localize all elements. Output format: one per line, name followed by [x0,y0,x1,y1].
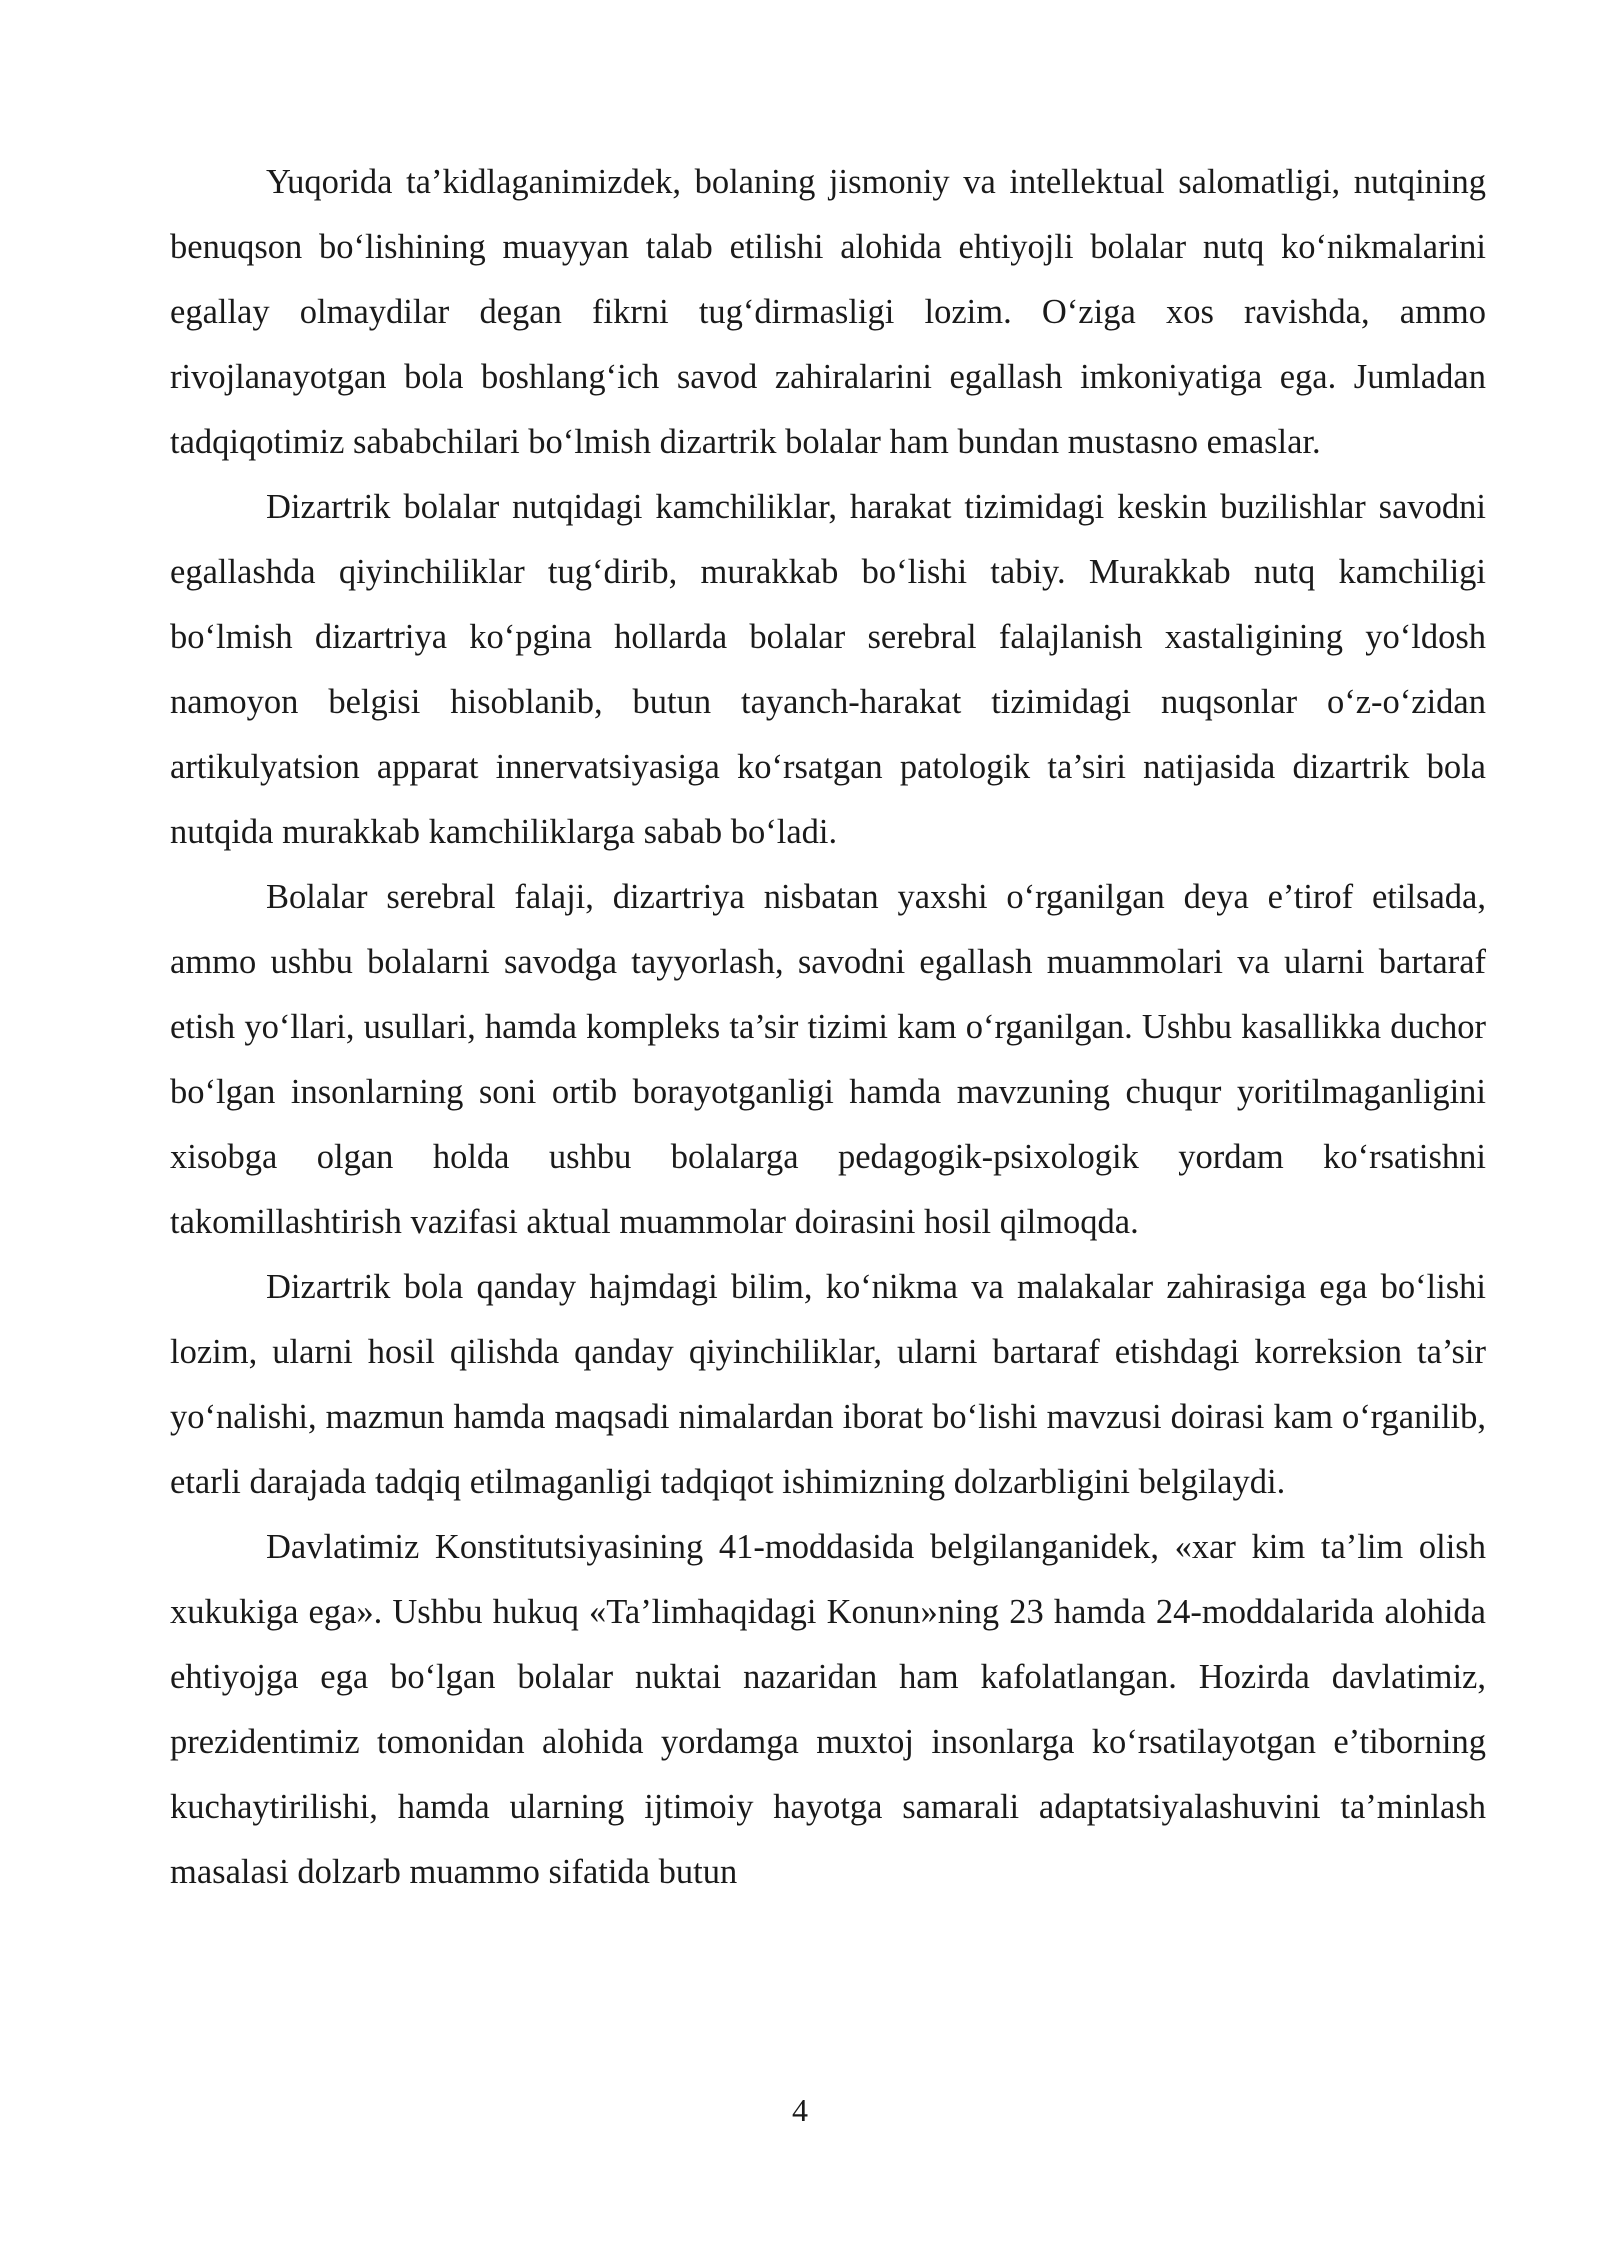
paragraph-5: Davlatimiz Konstitutsiyasining 41-moddasida belgilanganidek, «xar kim ta’lim olish xukukiga ega». Ushbu hukuq «Ta’limhaqidagi Konun»ning 23 hamda 24-moddalarida alohida ehtiyojga ega bo‘lgan bolalar nuktai nazaridan ham kafolatlangan. Hozirda davlatimiz, prezidentimiz tomonidan alohida yordamga muxtoj insonlarga ko‘rsatilayotgan e’tiborning kuchaytirilishi, hamda ularning ijtimoiy hayotga samarali adaptatsiyalashuvini ta’minlash masalasi dolzarb muammo sifatida butun [170,1528,1486,1891]
paragraph-1: Yuqorida ta’kidlaganimizdek, bolaning jismoniy va intellektual salomatligi, nutqining benuqson bo‘lishining muayyan talab etilishi alohida ehtiyojli bolalar nutq ko‘nikmalarini egallay olmaydilar degan fikrni tug‘dirmasligi lozim. O‘ziga xos ravishda, ammo rivojlanayotgan bola boshlang‘ich savod zahiralarini egallash imkoniyatiga ega. Jumladan tadqiqotimiz sababchilari bo‘lmish dizartrik bolalar ham bundan mustasno emaslar. [170,163,1486,461]
paragraph-2: Dizartrik bolalar nutqidagi kamchiliklar, harakat tizimidagi keskin buzilishlar savodni egallashda qiyinchiliklar tug‘dirib, murakkab bo‘lishi tabiy. Murakkab nutq kamchiligi bo‘lmish dizartriya ko‘pgina hollarda bolalar serebral falajlanish xastaligining yo‘ldosh namoyon belgisi hisoblanib, butun tayanch-harakat tizimidagi nuqsonlar o‘z-o‘zidan artikulyatsion apparat innervatsiyasiga ko‘rsatgan patologik ta’siri natijasida dizartrik bola nutqida murakkab kamchiliklarga sabab bo‘ladi. [170,488,1486,851]
document-page [170,150,1486,1905]
paragraph-4: Dizartrik bola qanday hajmdagi bilim, ko‘nikma va malakalar zahirasiga ega bo‘lishi lozim, ularni hosil qilishda qanday qiyinchiliklar, ularni bartaraf etishdagi korreksion ta’sir yo‘nalishi, mazmun hamda maqsadi nimalardan iborat bo‘lishi mavzusi doirasi kam o‘rganilib, etarli darajada tadqiq etilmaganligi tadqiqot ishimizning dolzarbligini belgilaydi. [170,1268,1486,1501]
paragraph-3: Bolalar serebral falaji, dizartriya nisbatan yaxshi o‘rganilgan deya e’tirof etilsada, ammo ushbu bolalarni savodga tayyorlash, savodni egallash muammolari va ularni bartaraf etish yo‘llari, usullari, hamda kompleks ta’sir tizimi kam o‘rganilgan. Ushbu kasallikka duchor bo‘lgan insonlarning soni ortib borayotganligi hamda mavzuning chuqur yoritilmaganligini xisobga olgan holda ushbu bolalarga pedagogik-psixologik yordam ko‘rsatishni takomillashtirish vazifasi aktual muammolar doirasini hosil qilmoqda. [170,878,1486,1241]
page-number: 4 [792,2092,808,2128]
